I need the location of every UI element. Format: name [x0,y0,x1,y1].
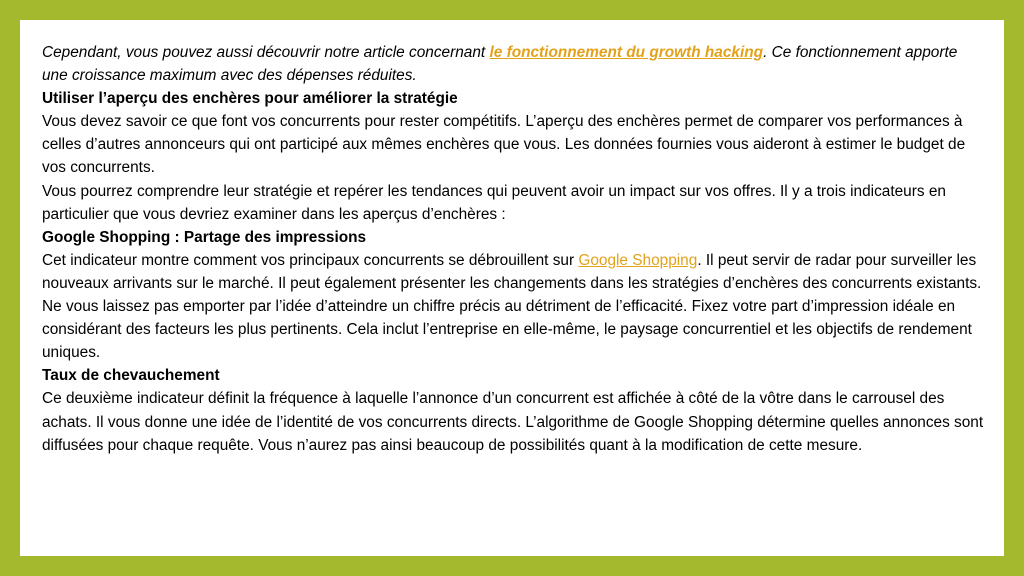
google-shopping-link[interactable]: Google Shopping [578,251,698,269]
impression-share-text-before: Cet indicateur montre comment vos principaux concurrents se débrouillent sur [42,251,579,269]
intro-paragraph [42,41,986,87]
section-heading-impression-share: Google Shopping : Partage des impressions [42,228,367,246]
article-content [42,41,986,457]
paragraph-impression-share-1 [42,249,986,295]
paragraph-auction-insights-2: Vous pourrez comprendre leur stratégie et repérer les tendances qui peuvent avoir un impact sur vos offres. Il y a trois indicateurs en particulier que vous devriez examiner dans les aperçus d’enchères : [42,182,946,223]
section-heading-auction-insights: Utiliser l’aperçu des enchères pour améliorer la stratégie [42,90,458,108]
growth-hacking-link[interactable]: le fonctionnement du growth hacking [489,44,764,61]
paragraph-impression-share-2: Ne vous laissez pas emporter par l’idée d’atteindre un chiffre précis au détriment de l’efficacité. Fixez votre part d’impression idéale en considérant des facteurs les plus pertinents. Cela inclut l’entreprise en elle-même, le paysage concurrentiel et les objectifs de rendement uniques. [42,298,972,362]
impression-share-text-after: . Il peut servir de radar pour surveiller les nouveaux arrivants sur le marché. Il peut également présenter les changements dans les stratégies d’enchères des concurrents existants. [42,251,982,292]
intro-text-before: Cependant, vous pouvez aussi découvrir notre article concernant [42,44,490,61]
paragraph-overlap-rate: Ce deuxième indicateur définit la fréquence à laquelle l’annonce d’un concurrent est affichée à côté de la vôtre dans le carrousel des achats. Il vous donne une idée de l’identité de vos concurrents directs. L’algorithme de Google Shopping détermine quelles annonces sont diffusées pour chaque requête. Vous n’aurez pas ainsi beaucoup de possibilités quant à la modification de cette mesure. [42,390,984,454]
section-heading-overlap-rate: Taux de chevauchement [42,367,220,385]
intro-text-after: . Ce fonctionnement apporte une croissance maximum avec des dépenses réduites. [42,44,958,85]
slide-panel [20,20,1004,556]
paragraph-auction-insights-1: Vous devez savoir ce que font vos concurrents pour rester compétitifs. L’aperçu des enchères permet de comparer vos performances à celles d’autres annonceurs qui ont participé aux mêmes enchères que vous. Les données fournies vous aideront à estimer le budget de vos concurrents. [42,113,966,177]
